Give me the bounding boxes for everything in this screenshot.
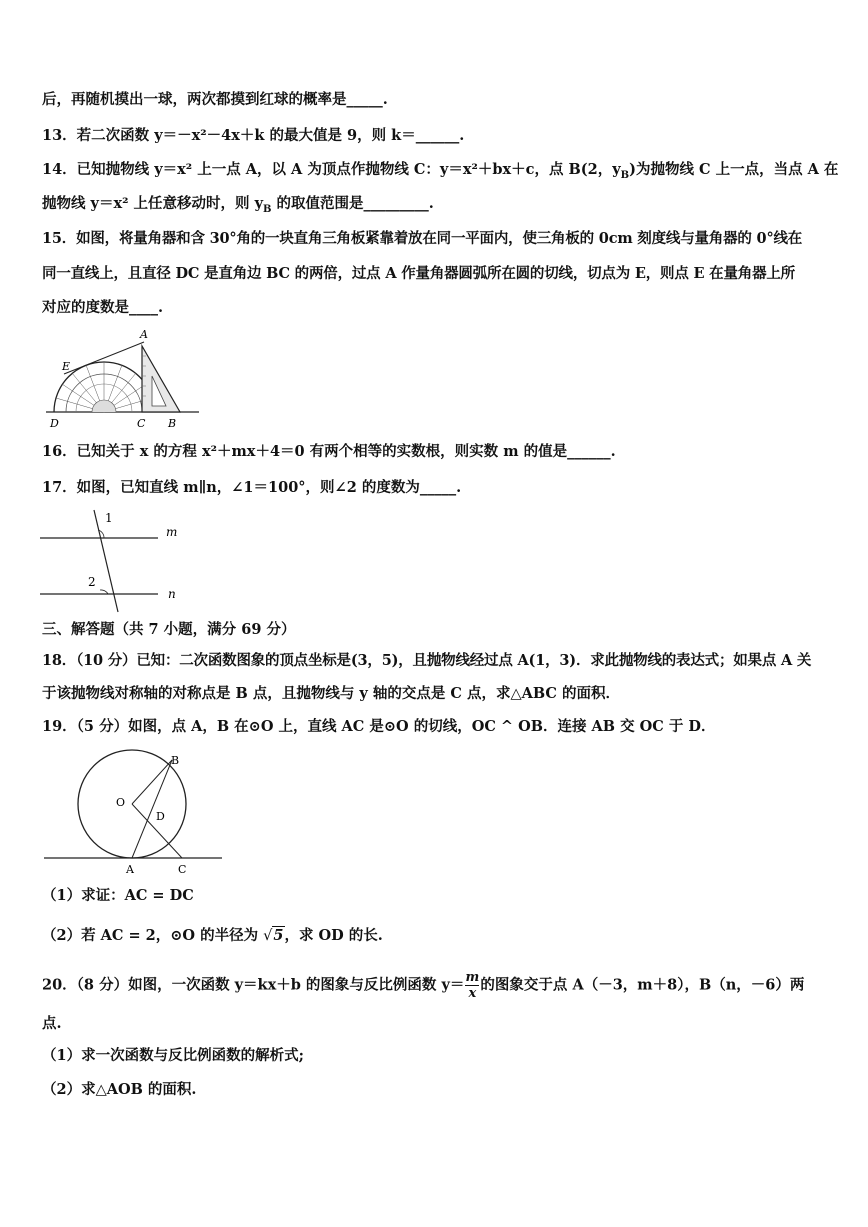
fig17-label-1: 1 <box>105 511 113 525</box>
q20-line1 <box>42 970 804 1001</box>
q20-part1: （1）求一次函数与反比例函数的解析式; <box>42 1047 304 1064</box>
q19-figure <box>42 748 227 878</box>
q14-line2-text: 抛物线 y＝x² 上任意移动时，则 y <box>42 195 263 212</box>
q15-line3: 对应的度数是____. <box>42 299 164 316</box>
q12-tail: 后，再随机摸出一球，两次都摸到红球的概率是_____. <box>42 91 388 108</box>
q20-fraction <box>465 970 479 1001</box>
q18-line1: 18．（10 分）已知：二次函数图象的顶点坐标是(3，5)，且抛物线经过点 A(1，3)．求此抛物线的表达式；如果点 A 关 <box>42 652 812 669</box>
q20-line1-pre: 20．（8 分）如图，一次函数 y＝kx＋b 的图象与反比例函数 y＝ <box>42 976 465 994</box>
q15-line2: 同一直线上，且直径 DC 是直角边 BC 的两倍，过点 A 作量角器圆弧所在圆的切线，切点为 E，则点 E 在量角器上所 <box>42 265 795 282</box>
fig19-label-B: B <box>171 754 180 767</box>
q20-fraction-num: m <box>465 970 480 985</box>
q19-part2-end: ，求 OD 的长. <box>284 927 383 944</box>
fig15-label-E: E <box>62 360 71 373</box>
q19-part2-sqrt: 5 <box>273 927 284 944</box>
fig19-label-A: A <box>126 863 134 876</box>
q15-line1: 15．如图，将量角器和含 30°角的一块直角三角板紧靠着放在同一平面内，使三角板的 0cm 刻度线与量角器的 0°线在 <box>42 230 803 247</box>
sqrt-symbol: √ <box>263 928 273 944</box>
fig15-label-B: B <box>168 417 177 430</box>
q14-line2 <box>42 194 434 220</box>
q20-part2: （2）求△AOB 的面积. <box>42 1081 197 1098</box>
q19: 19．（5 分）如图，点 A，B 在⊙O 上，直线 AC 是⊙O 的切线，OC ^ OB．连接 AB 交 OC 于 D． <box>42 718 716 735</box>
q20-line2: 点. <box>42 1015 62 1032</box>
q17-figure <box>40 506 190 616</box>
q14-line2-end: 的取值范围是_________. <box>271 195 434 212</box>
section-3-heading: 三、解答题（共 7 小题，满分 69 分） <box>42 621 296 638</box>
fig15-label-D: D <box>50 417 59 430</box>
fig17-label-2: 2 <box>88 575 96 589</box>
q17: 17．如图，已知直线 m∥n，∠1＝100°，则∠2 的度数为_____. <box>42 479 462 496</box>
q14-line1-end: )为抛物线 C 上一点，当点 A 在 <box>629 161 839 178</box>
fig15-label-C: C <box>137 417 146 430</box>
q14-line1 <box>42 160 838 186</box>
q19-part2-text: （2）若 AC = 2，⊙O 的半径为 <box>42 927 259 944</box>
fig17-label-m: m <box>166 525 178 539</box>
q14-line1-text: 14．已知抛物线 y＝x² 上一点 A，以 A 为顶点作抛物线 C：y＝x²＋bx＋c，点 B(2，y <box>42 161 621 178</box>
fig17-label-n: n <box>168 587 176 601</box>
q19-part1: （1）求证：AC = DC <box>42 887 194 904</box>
fig19-label-C: C <box>178 863 187 876</box>
q19-part2 <box>42 926 383 946</box>
fig15-label-A: A <box>140 328 148 341</box>
q13: 13．若二次函数 y＝－x²－4x＋k 的最大值是 9，则 k＝______. <box>42 127 465 144</box>
q14-line1-sub: B <box>620 169 630 181</box>
q20-fraction-den: x <box>468 986 477 1001</box>
q20-line1-post: 的图象交于点 A（－3，m＋8），B（n，－6）两 <box>480 976 805 994</box>
fig19-label-O: O <box>116 796 126 809</box>
q15-figure <box>44 326 204 434</box>
q14-line2-sub: B <box>263 203 272 215</box>
fig19-label-D: D <box>156 810 165 823</box>
q18-line2: 于该抛物线对称轴的对称点是 B 点，且抛物线与 y 轴的交点是 C 点，求△ABC 的面积． <box>42 685 621 702</box>
q16: 16．已知关于 x 的方程 x²＋mx＋4＝0 有两个相等的实数根，则实数 m 的值是______. <box>42 443 616 460</box>
